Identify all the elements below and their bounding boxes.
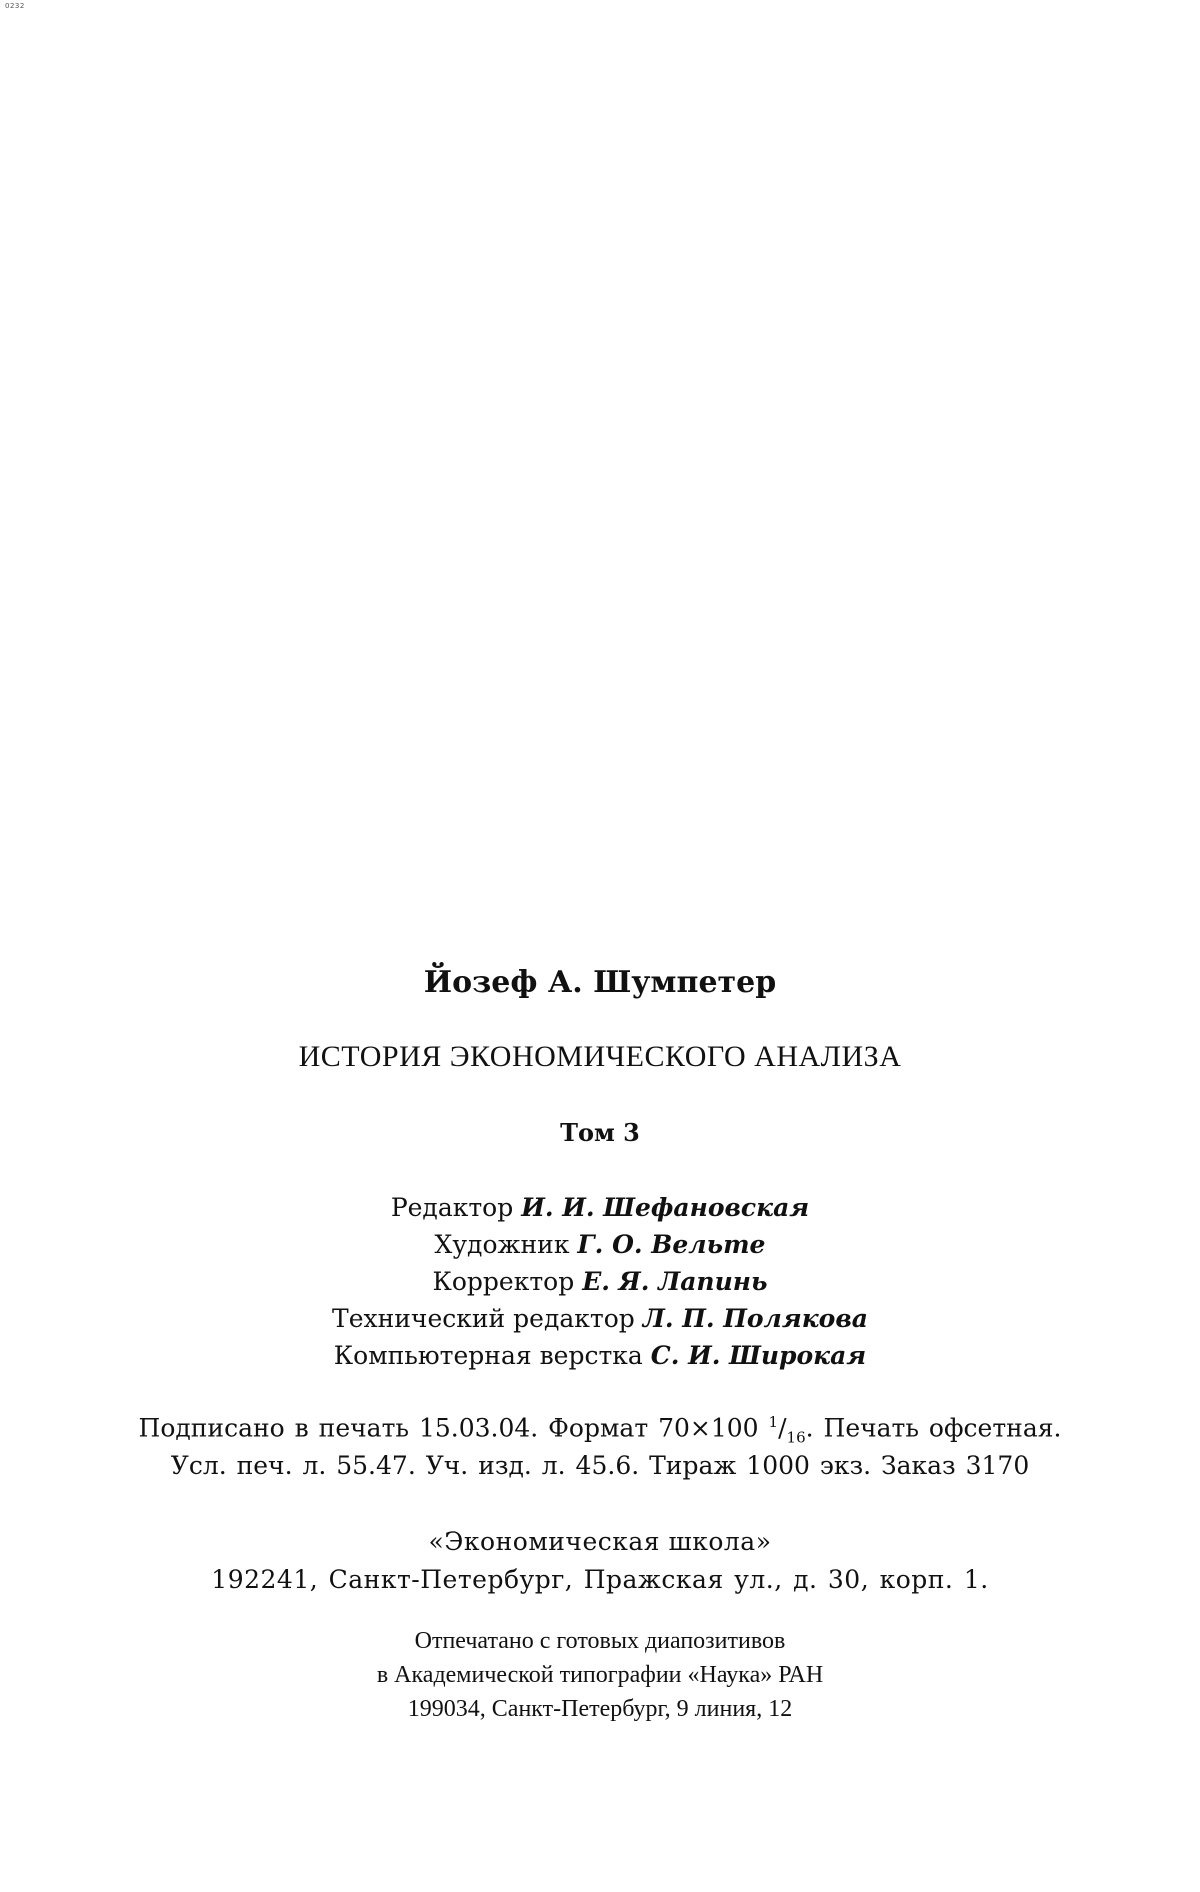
- book-title: ИСТОРИЯ ЭКОНОМИЧЕСКОГО АНАЛИЗА: [298, 1040, 902, 1073]
- credit-layout: [0, 1341, 1200, 1370]
- author-name: Йозеф А. Шумпетер: [423, 965, 777, 1000]
- credit-person: Л. П. Полякова: [642, 1304, 868, 1333]
- page-mark: 0232: [5, 2, 25, 10]
- volume-label: Том 3: [560, 1118, 640, 1147]
- credit-editor: [0, 1193, 1200, 1222]
- credit-role: Художник: [434, 1230, 570, 1259]
- credit-person: С. И. Широкая: [650, 1341, 867, 1370]
- publisher-name: «Экономическая школа»: [428, 1527, 772, 1556]
- credit-artist: [0, 1230, 1200, 1259]
- credit-person: Г. О. Вельте: [577, 1230, 766, 1259]
- format-numerator: 1: [768, 1413, 779, 1431]
- print-info-line-2: Усл. печ. л. 55.47. Уч. изд. л. 45.6. Тираж 1000 экз. Заказ 3170: [170, 1451, 1030, 1480]
- credit-role: Технический редактор: [332, 1304, 635, 1333]
- credit-person: И. И. Шефановская: [521, 1193, 810, 1222]
- credit-technical-editor: [0, 1304, 1200, 1333]
- format-denominator: 16: [786, 1428, 806, 1447]
- printer-line-2: в Академической типографии «Наука» РАН: [376, 1662, 824, 1688]
- format-slash: /: [778, 1413, 787, 1443]
- credit-role: Компьютерная верстка: [333, 1341, 643, 1370]
- credit-person: Е. Я. Лапинь: [582, 1267, 768, 1296]
- publisher-address: 192241, Санкт-Петербург, Пражская ул., д. 30, корп. 1.: [211, 1565, 989, 1594]
- print-type: . Печать офсетная.: [805, 1413, 1062, 1443]
- print-info-line-1: [0, 1413, 1200, 1446]
- credit-role: Редактор: [390, 1193, 514, 1222]
- printer-line-3: 199034, Санкт-Петербург, 9 линия, 12: [407, 1696, 793, 1722]
- credit-proofreader: [0, 1267, 1200, 1296]
- credit-role: Корректор: [432, 1267, 575, 1296]
- printer-line-1: Отпечатано с готовых диапозитивов: [414, 1628, 786, 1654]
- signed-text: Подписано в печать 15.03.04. Формат 70×100: [138, 1413, 759, 1443]
